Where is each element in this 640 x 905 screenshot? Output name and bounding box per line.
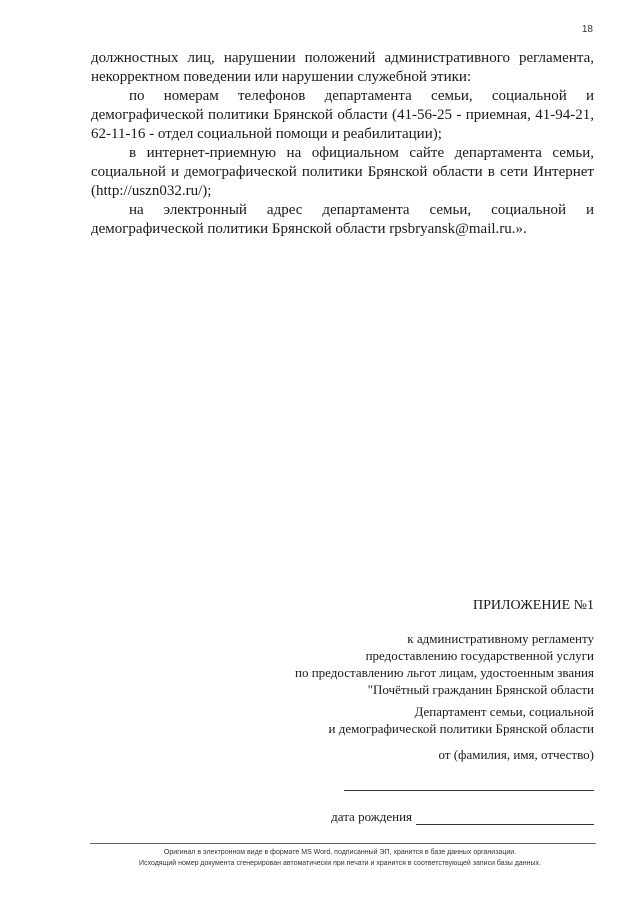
paragraph-email: на электронный адрес департамента семьи, социальной и демографической политики Брянской области rpsbryansk@mail.ru.».	[91, 202, 594, 237]
footer-line: Оригинал в электронном виде в формате MS Word, подписанный ЭП, хранится в базе данных организации.	[163, 849, 517, 856]
birth-date-label: дата рождения	[331, 809, 412, 824]
footer-divider	[90, 843, 596, 844]
birth-date-blank-line	[416, 811, 594, 825]
department-line: и демографической политики Брянской области	[328, 721, 594, 736]
footer-note	[60, 847, 620, 869]
fio-label: от (фамилия, имя, отчество)	[438, 747, 594, 762]
paragraph-phones: по номерам телефонов департамента семьи, социальной и демографической политики Брянской области (41-56-25 - приемная, 41-94-21, 62-11-16 - отдел социальной помощи и реабилитации);	[91, 88, 594, 142]
footer-line: Исходящий номер документа сгенерирован автоматически при печати и хранится в соответствующей записи базы данных.	[139, 860, 541, 867]
paragraph-website: в интернет-приемную на официальном сайте департамента семьи, социальной и демографической политики Брянской области в сети Интернет (http://uszn032.ru/);	[91, 145, 594, 199]
birth-date-row	[331, 808, 594, 825]
page-number: 18	[581, 24, 593, 35]
fio-blank-line	[344, 790, 594, 791]
body-text	[91, 49, 594, 239]
appendix-ref-line: "Почётный гражданин Брянской области	[367, 682, 594, 697]
appendix-ref-line: по предоставлению льгот лицам, удостоенным звания	[295, 665, 594, 680]
appendix-ref-line: к административному регламенту	[407, 631, 594, 646]
addressee-department	[194, 703, 594, 737]
appendix-reference	[194, 630, 594, 698]
paragraph-1: должностных лиц, нарушении положений административного регламента, некорректном поведении или нарушении служебной этики:	[91, 50, 594, 85]
department-line: Департамент семьи, социальной	[414, 704, 594, 719]
appendix-ref-line: предоставлению государственной услуги	[365, 648, 594, 663]
appendix-title: ПРИЛОЖЕНИЕ №1	[473, 598, 594, 613]
